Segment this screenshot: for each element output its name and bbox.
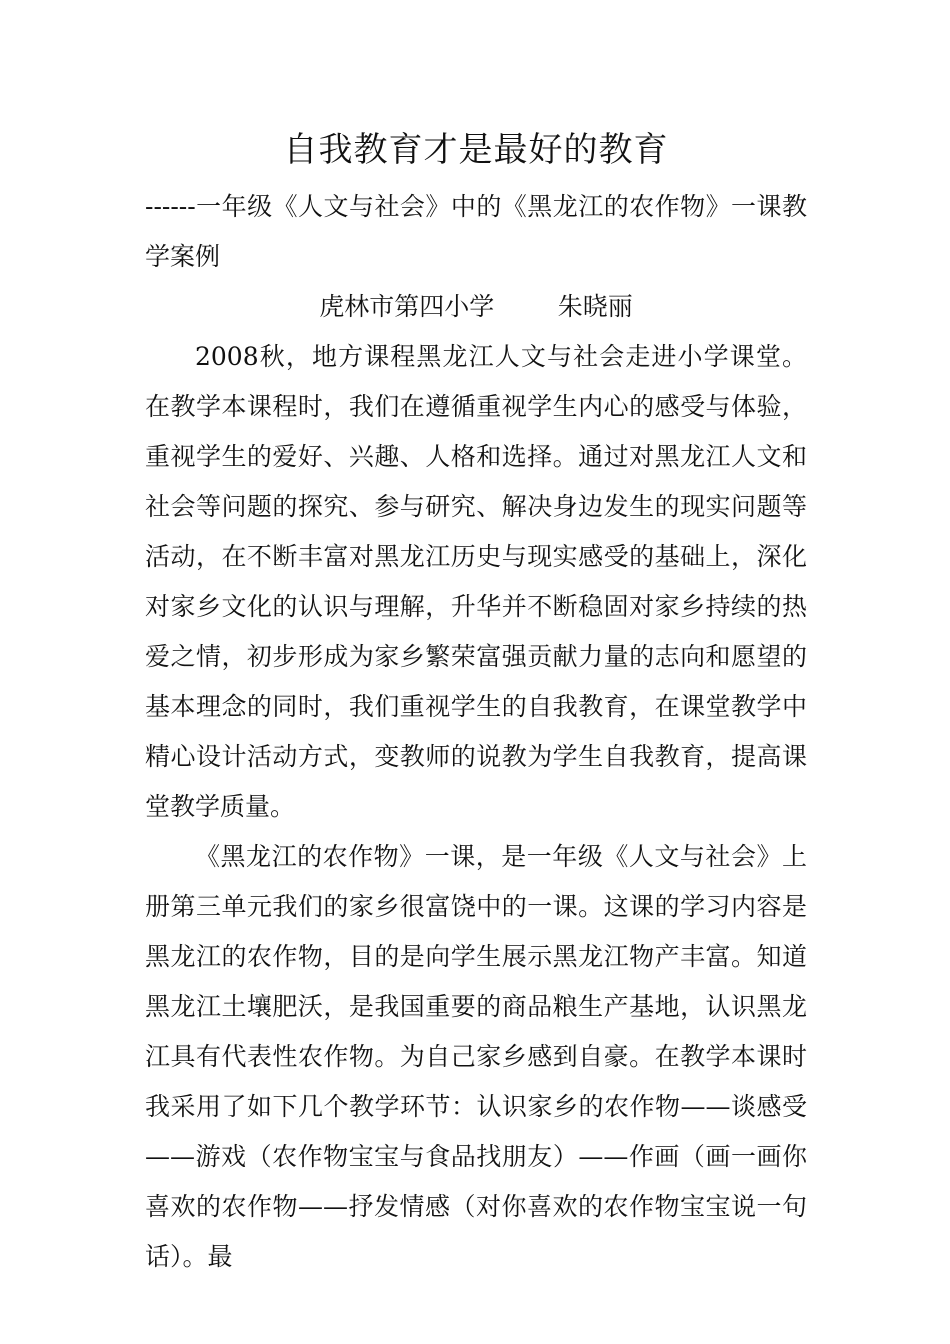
document-title: 自我教育才是最好的教育	[283, 130, 669, 170]
document-subtitle: ------一年级《人文与社会》中的《黑龙江的农作物》一课教学案例	[145, 192, 807, 271]
paragraph-lesson: 《黑龙江的农作物》一课，是一年级《人文与社会》上册第三单元我们的家乡很富饶中的一课。这课的学习内容是黑龙江的农作物，目的是向学生展示黑龙江物产丰富。知道黑龙江土壤肥沃，是我国重要的商品粮生产基地，认识黑龙江具有代表性农作物。为自己家乡感到自豪。在教学本课时我采用了如下几个教学环节：认识家乡的农作物——谈感受——游戏（农作物宝宝与食品找朋友）——作画（画一画你喜欢的农作物——抒发情感（对你喜欢的农作物宝宝说一句话）。最	[145, 842, 807, 1271]
paragraph-intro: 2008秋，地方课程黑龙江人文与社会走进小学课堂。在教学本课程时，我们在遵循重视学生内心的感受与体验，重视学生的爱好、兴趣、人格和选择。通过对黑龙江人文和社会等问题的探究、参与研究、解决身边发生的现实问题等活动，在不断丰富对黑龙江历史与现实感受的基础上，深化对家乡文化的认识与理解，升华并不断稳固对家乡持续的热爱之情，初步形成为家乡繁荣富强贡献力量的志向和愿望的基本理念的同时，我们重视学生的自我教育，在课堂教学中精心设计活动方式，变教师的说教为学生自我教育，提高课堂教学质量。	[145, 342, 807, 821]
document-page	[145, 118, 807, 1282]
author-line: 虎林市第四小学 朱晓丽	[319, 292, 633, 321]
